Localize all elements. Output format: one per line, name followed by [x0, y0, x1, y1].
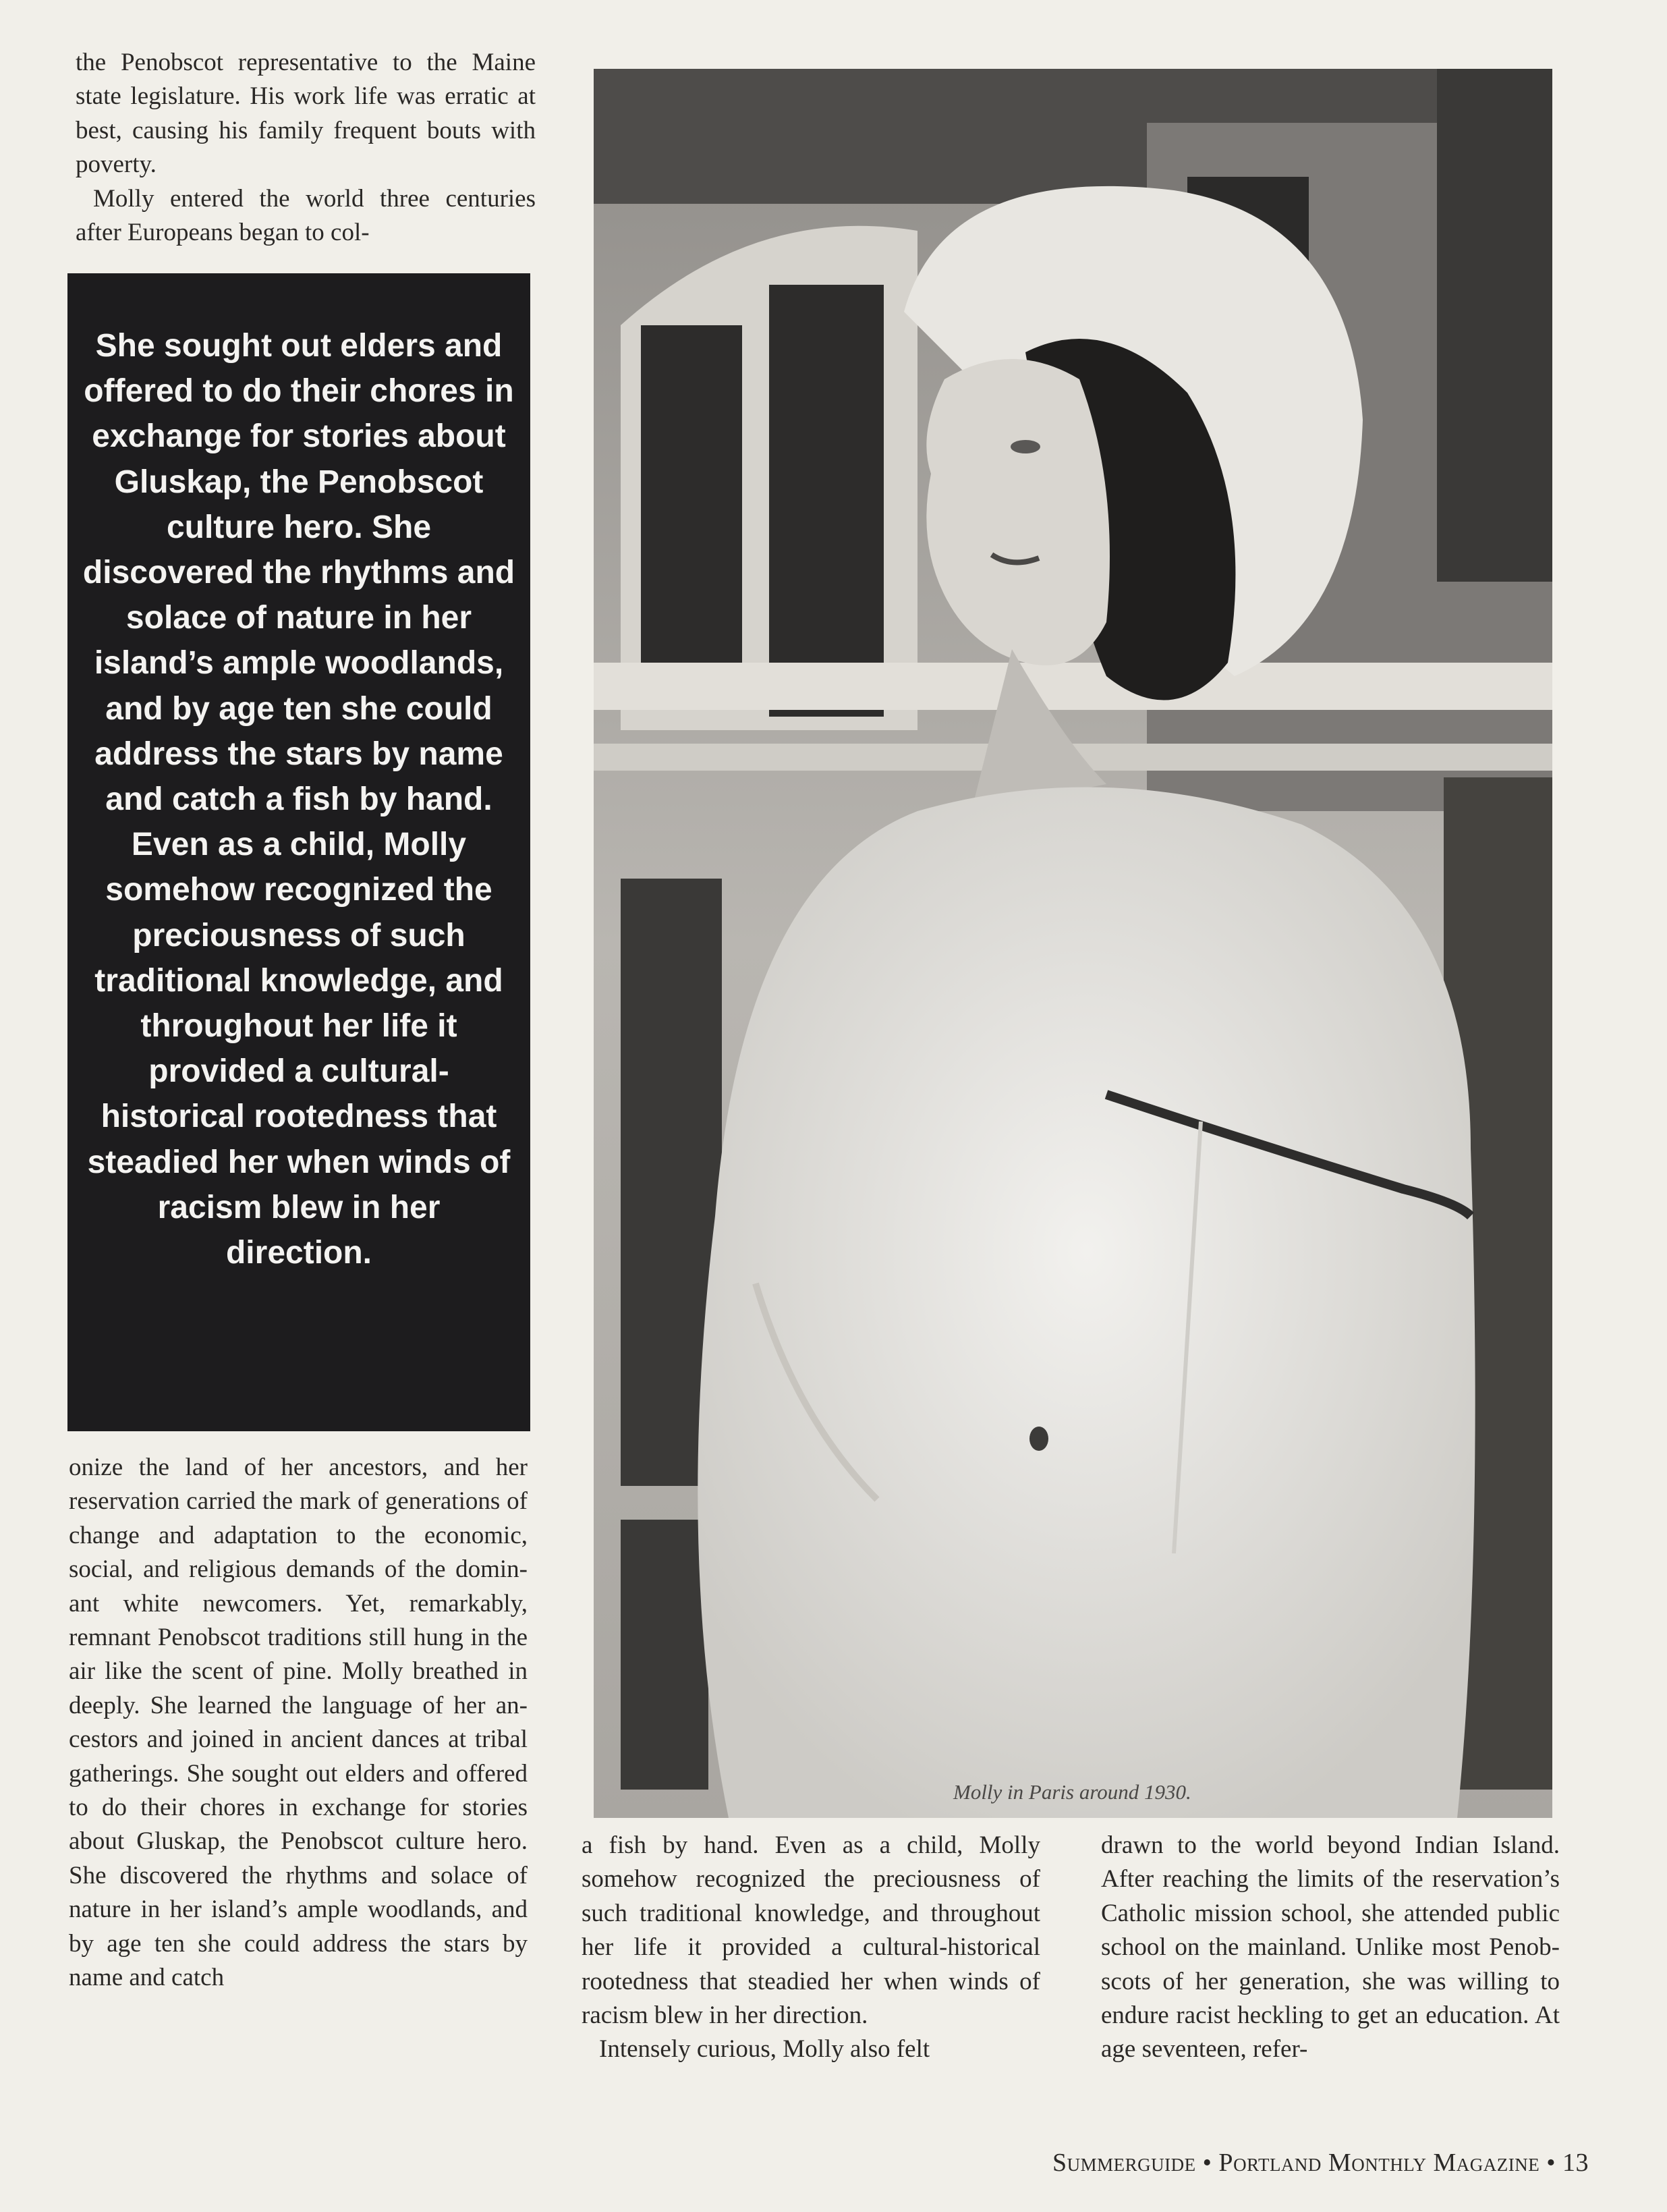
paragraph: Molly entered the world three centuries after Europeans began to col- — [76, 184, 536, 247]
photo-caption: Molly in Paris around 1930. — [953, 1780, 1191, 1804]
portrait-photo-illustration — [594, 69, 1552, 1818]
article-column-3 — [1101, 1829, 1560, 2067]
pull-quote-text: She sought out elders and offered to do their chores in exchange for stories about Gluskap, the Penobscot culture hero. She discovered the rhythms and solace of nature in her island’s ample woodlands, and by age ten she could address the stars by name and catch a fish by hand. Even as a child, Molly somehow recognized the preciousness of such traditional knowledge, and throughout her life it provided a cultural-historical rootedness that steadied her when winds of racism blew in her direction. — [82, 328, 515, 1271]
photograph — [594, 69, 1552, 1818]
article-column-1-bottom — [69, 1451, 528, 1995]
pull-quote — [67, 273, 530, 1431]
article-column-2 — [582, 1829, 1040, 2067]
paragraph: onize the land of her ancestors, and her reservation carried the mark of generations of change and adaptation to the economic, social, and religious demands of the dominant white newcomers. Yet, remarkably, remnant Penobscot traditions still hung in the air like the scent of pine. Molly breathed in deeply. She learned the language of her ancestors and joined in ancient dances at tribal gatherings. She sought out elders and offered to do their chores in exchange for stories about Gluskap, the Penobscot culture hero. She discovered the rhythms and solace of nature in her island’s ample woodlands, and by age ten she could address the stars by name and catch — [69, 1454, 528, 1992]
paragraph: drawn to the world beyond Indian Island. After reaching the limits of the reservation’s Catholic mission school, she attended public school on the mainland. Unlike most Penobscots of her generation, she was willing to endure racist heckling to get an education. At age seventeen, refer- — [1101, 1831, 1560, 2064]
paragraph: Intensely curious, Molly also felt — [599, 2035, 930, 2064]
paragraph: a fish by hand. Even as a child, Molly somehow recognized the preciousness of such traditional knowledge, and throughout her life it provided a cultural-historical rootedness that steadied her when winds of racism blew in her direction. — [582, 1831, 1040, 2030]
article-column-1-top — [76, 46, 536, 250]
page-footer: Summerguide • Portland Monthly Magazine • 13 — [1052, 2149, 1589, 2177]
paragraph: the Penobscot representative to the Maine state legislature. His work life was erratic at best, causing his family frequent bouts with poverty. — [76, 49, 536, 179]
